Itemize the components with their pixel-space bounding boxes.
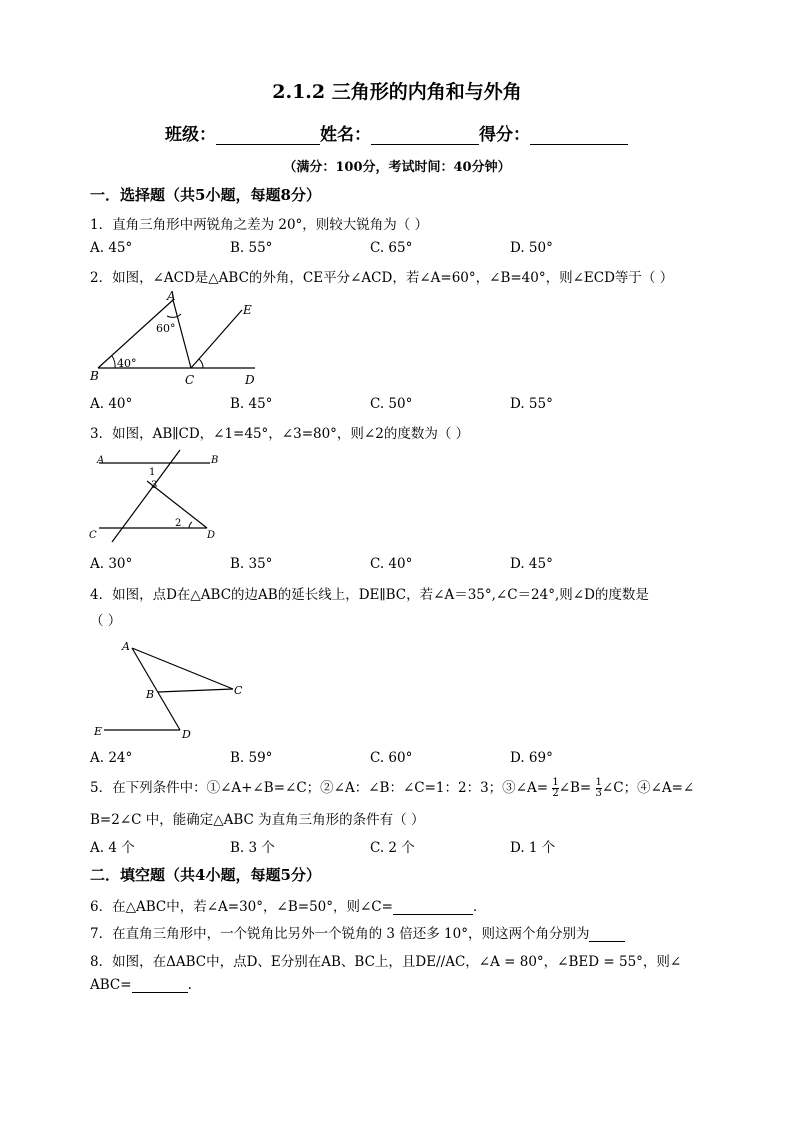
q2-angle-b: 40° [117,357,137,370]
q1-option-d[interactable]: D. 50° [510,240,553,256]
q2-label-d: D [245,373,255,387]
score-blank[interactable] [530,126,628,145]
score-note: （满分：100分，考试时间：40分钟） [283,160,511,175]
question-2: 2．如图，∠ACD是△ABC的外角，CE平分∠ACD，若∠A=60°，∠B=40°，则∠ECD等于（ ） [90,270,674,286]
question-4-line2: （ ） [90,613,122,629]
name-label: 姓名： [320,125,371,145]
q4-label-a: A [122,640,130,653]
q3-label-c: C [89,530,97,541]
question-6 [90,895,486,915]
q1-option-b[interactable]: B. 55° [230,240,273,256]
q5-frac1-den: 2 [552,788,559,799]
q4-label-e: E [94,725,103,738]
q2-option-d[interactable]: D. 55° [510,396,553,412]
q2-label-b: B [90,369,99,383]
q4-label-d: D [182,728,191,741]
q3-option-a[interactable]: A. 30° [90,556,133,572]
q5-option-d[interactable]: D. 1 个 [510,840,556,856]
question-1: 1．直角三角形中两锐角之差为 20°，则较大锐角为（ ） [90,217,429,233]
q2-label-a: A [167,289,176,303]
q3-label-1: 1 [149,467,156,478]
class-label: 班级： [165,125,216,145]
q5-frac1-num: 1 [552,777,559,788]
q5-frac2-num: 1 [595,777,602,788]
q5-option-c[interactable]: C. 2 个 [370,840,415,856]
q7-answer-blank[interactable] [589,926,625,942]
section-heading-choice: 一．选择题（共5小题，每题8分） [90,186,321,204]
q3-option-d[interactable]: D. 45° [510,556,553,572]
page-title: 2.1.2 三角形的内角和与外角 [272,81,522,103]
q2-option-b[interactable]: B. 45° [230,396,273,412]
q6-answer-blank[interactable] [393,899,473,915]
q5-text-c: ∠C；④∠A=∠ [601,780,695,796]
q4-option-c[interactable]: C. 60° [370,750,413,766]
class-blank[interactable] [216,126,320,145]
q8-tail: . [187,977,192,993]
question-7 [90,922,625,942]
q2-figure [85,288,275,388]
q4-label-b: B [146,688,155,701]
q3-figure [85,446,235,546]
q4-figure [88,636,258,744]
q1-option-a[interactable]: A. 45° [90,240,133,256]
q4-option-b[interactable]: B. 59° [230,750,273,766]
q2-option-c[interactable]: C. 50° [370,396,413,412]
q5-text-a: 5．在下列条件中：①∠A+∠B=∠C；②∠A：∠B：∠C=1：2：3；③∠A= [90,780,553,796]
question-8-line2 [90,977,192,993]
q5-frac2-den: 3 [595,788,602,799]
question-5-line2: B=2∠C 中，能确定△ABC 为直角三角形的条件有（ ） [90,812,425,828]
q8-text: ABC= [90,977,132,993]
student-info-row [165,120,628,145]
name-blank[interactable] [371,126,479,145]
q1-option-c[interactable]: C. 65° [370,240,413,256]
q3-label-3: 3 [151,480,158,491]
q3-option-b[interactable]: B. 35° [230,556,273,572]
score-label: 得分： [479,125,530,145]
q5-option-b[interactable]: B. 3 个 [230,840,275,856]
q2-label-c: C [185,373,195,387]
q4-option-a[interactable]: A. 24° [90,750,133,766]
q3-label-b: B [211,455,219,466]
q2-angle-a: 60° [156,322,176,335]
q3-label-2: 2 [175,518,182,529]
question-8-line1: 8．如图，在ΔABC中，点D、E分别在AB、BC上，且DE//AC，∠A = 80°，∠BED = 55°，则∠ [90,954,682,970]
question-3: 3．如图，AB∥CD，∠1=45°，∠3=80°，则∠2的度数为（ ） [90,426,470,442]
q7-text: 7．在直角三角形中，一个锐角比另外一个锐角的 3 倍还多 10°，则这两个角分别为 [90,926,590,942]
q2-option-a[interactable]: A. 40° [90,396,133,412]
question-5-line1 [90,776,694,799]
q2-label-e: E [243,303,252,317]
q6-tail: ． [472,899,487,915]
section-heading-fill: 二．填空题（共4小题，每题5分） [90,866,321,884]
q6-text: 6．在△ABC中，若∠A=30°，∠B=50°，则∠C= [90,899,393,915]
q5-text-b: ∠B= [558,780,596,796]
q8-answer-blank[interactable] [132,977,188,993]
q4-label-c: C [234,684,243,697]
question-4-line1: 4．如图，点D在△ABC的边AB的延长线上，DE∥BC，若∠A＝35°,∠C＝24°,则∠D的度数是 [90,587,649,603]
q3-label-d: D [207,530,216,541]
q3-label-a: A [97,455,105,466]
q5-option-a[interactable]: A. 4 个 [90,840,135,856]
q4-option-d[interactable]: D. 69° [510,750,553,766]
q3-option-c[interactable]: C. 40° [370,556,413,572]
